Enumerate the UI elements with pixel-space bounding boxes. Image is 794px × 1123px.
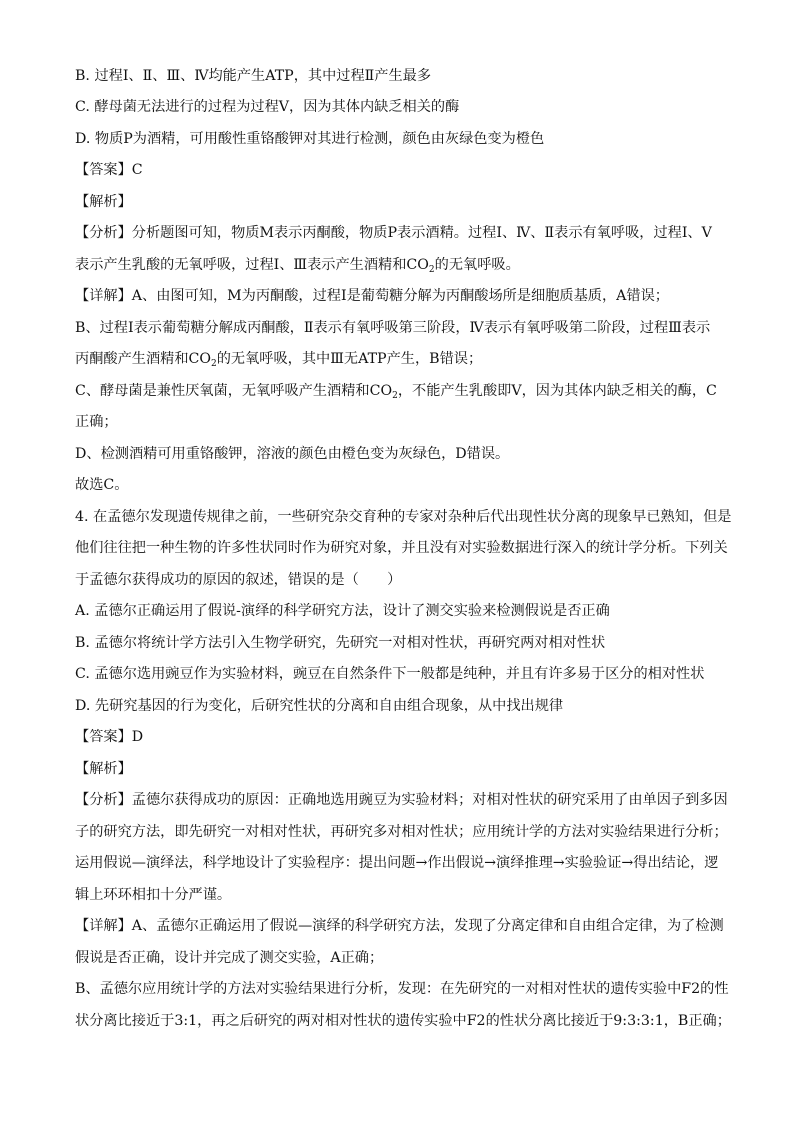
co2-subscript: 2 <box>392 391 398 401</box>
q3-fenxi-text2a: 表示产生乳酸的无氧呼吸，过程Ⅰ、Ⅲ表示产生酒精和CO <box>75 257 429 273</box>
answer-tag: 【答案】 <box>75 162 132 178</box>
fenxi-tag: 【分析】 <box>75 792 132 808</box>
fenxi-tag: 【分析】 <box>75 225 132 241</box>
q4-option-a: A. 孟德尔正确运用了假说-演绎的科学研究方法，设计了测交实验来检测假说是否正确 <box>75 603 610 619</box>
q4-xiangjie-a2: 假说是否正确，设计并完成了测交实验，A正确； <box>75 950 384 966</box>
q4-fenxi-line2: 子的研究方法，即先研究一对相对性状，再研究多对相对性状；应用统计学的方法对实验结果进行分析； <box>75 824 728 840</box>
q4-fenxi-line3: 运用假说—演绎法，科学地设计了实验程序：提出问题→作出假说→演绎推理→实验验证→得出结论，逻 <box>75 855 719 871</box>
q3-xiangjie-c2: 正确； <box>75 414 118 430</box>
q4-answer-line <box>75 727 143 747</box>
q3-xiangjie-c1b: ，不能产生乳酸即Ⅴ，因为其体内缺乏相关的酶，C <box>397 383 717 399</box>
q3-analysis-tag: 【解析】 <box>75 194 132 210</box>
q4-fenxi-line1 <box>75 790 728 810</box>
q3-option-d: D. 物质P为酒精，可用酸性重铬酸钾对其进行检测，颜色由灰绿色变为橙色 <box>75 131 545 147</box>
q3-fenxi-line2 <box>75 255 520 275</box>
q4-xiangjie-b2: 状分离比接近于3:1，再之后研究的两对相对性状的遗传实验中F2的性状分离比接近于9:3:3:1，B正确； <box>75 1013 731 1029</box>
q3-xiangjie-c1 <box>75 381 717 401</box>
q4-xiangjie-a1 <box>75 916 724 936</box>
q3-xiangjie-c1a: C、酵母菌是兼性厌氧菌，无氧呼吸产生酒精和CO <box>75 383 393 399</box>
q4-xiangjie-b1: B、孟德尔应用统计学的方法对实验结果进行分析，发现：在先研究的一对相对性状的遗传实验中F2的性 <box>75 981 729 997</box>
q4-xiangjie-a1-text: A、孟德尔正确运用了假说—演绎的科学研究方法，发现了分离定律和自由组合定律，为了检测 <box>131 918 724 934</box>
q4-stem-line2: 他们往往把一种生物的许多性状同时作为研究对象，并且没有对实验数据进行深入的统计学分析。下列关 <box>75 540 728 556</box>
co2-subscript: 2 <box>428 265 435 275</box>
q3-xiangjie-b1: B、过程Ⅰ表示葡萄糖分解成丙酮酸，Ⅱ表示有氧呼吸第三阶段，Ⅳ表示有氧呼吸第二阶段，过程Ⅲ表示 <box>75 320 711 336</box>
q4-option-c: C. 孟德尔选用豌豆作为实验材料，豌豆在自然条件下一般都是纯种，并且有许多易于区分的相对性状 <box>75 666 705 682</box>
answer-tag: 【答案】 <box>75 729 132 745</box>
q3-xiangjie-b2 <box>75 349 482 369</box>
xiangjie-tag: 【详解】 <box>75 288 132 304</box>
q3-xiangjie-a-text: A、由图可知，M为丙酮酸，过程Ⅰ是葡萄糖分解为丙酮酸场所是细胞质基质，A错误； <box>131 288 669 304</box>
q3-fenxi-line1 <box>75 223 712 243</box>
q4-option-b: B. 孟德尔将统计学方法引入生物学研究，先研究一对相对性状，再研究两对相对性状 <box>75 635 606 651</box>
q4-analysis-tag: 【解析】 <box>75 761 132 777</box>
q3-answer: C <box>131 162 143 178</box>
q4-stem-line3: 于孟德尔获得成功的原因的叙述，错误的是（ ） <box>75 572 402 588</box>
q3-xiangjie-b2a: 丙酮酸产生酒精和CO <box>75 351 211 367</box>
q3-xiangjie-a <box>75 286 669 306</box>
q3-xiangjie-b2b: 的无氧呼吸，其中Ⅲ无ATP产生，B错误； <box>216 351 483 367</box>
q3-fenxi-text2b: 的无氧呼吸。 <box>434 257 520 273</box>
q3-option-b: B. 过程Ⅰ、Ⅱ、Ⅲ、Ⅳ均能产生ATP，其中过程Ⅱ产生最多 <box>75 68 432 84</box>
q3-conclusion: 故选C。 <box>75 477 129 493</box>
q4-fenxi-text1: 孟德尔获得成功的原因：正确地选用豌豆为实验材料；对相对性状的研究采用了由单因子到多因 <box>131 792 728 808</box>
q4-stem-line1: 4. 在孟德尔发现遗传规律之前，一些研究杂交育种的专家对杂种后代出现性状分离的现象早已熟知，但是 <box>75 509 732 525</box>
q3-xiangjie-d: D、检测酒精可用重铬酸钾，溶液的颜色由橙色变为灰绿色，D错误。 <box>75 446 510 462</box>
q3-option-c: C. 酵母菌无法进行的过程为过程Ⅴ，因为其体内缺乏相关的酶 <box>75 99 460 115</box>
q4-option-d: D. 先研究基因的行为变化，后研究性状的分离和自由组合现象，从中找出规律 <box>75 698 564 714</box>
co2-subscript: 2 <box>211 359 217 369</box>
q3-answer-line <box>75 160 143 180</box>
q4-fenxi-line4: 辑上环环相扣十分严谨。 <box>75 887 232 903</box>
q4-answer: D <box>131 729 144 745</box>
xiangjie-tag: 【详解】 <box>75 918 132 934</box>
q3-fenxi-text1: 分析题图可知，物质M表示丙酮酸，物质P表示酒精。过程Ⅰ、Ⅳ、Ⅱ表示有氧呼吸，过程Ⅰ、Ⅴ <box>131 225 712 241</box>
